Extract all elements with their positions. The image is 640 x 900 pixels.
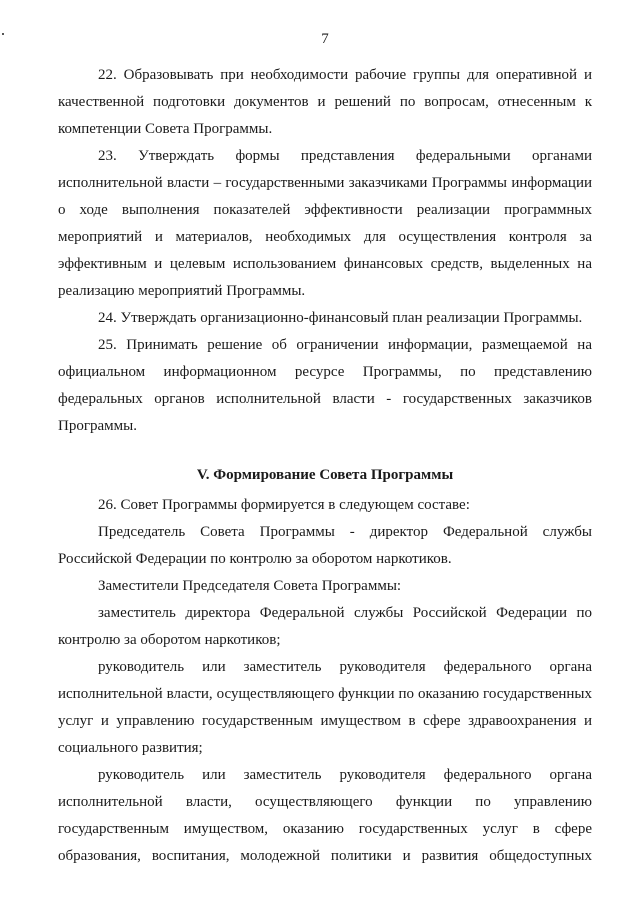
text-line: Программы. bbox=[58, 418, 137, 434]
text-block-before-heading bbox=[58, 62, 592, 440]
text-line: мероприятий и материалов, необходимых для осуществления контроля за bbox=[58, 229, 592, 245]
text-line: контролю за оборотом наркотиков; bbox=[58, 632, 281, 648]
text-line: компетенции Совета Программы. bbox=[58, 121, 273, 137]
text-line: федеральных органов исполнительной власти - государственных заказчиков bbox=[58, 391, 592, 407]
text-line: исполнительной власти, осуществляющего функции по оказанию государственных bbox=[58, 686, 592, 702]
text-line: исполнительной власти, осуществляющего функции по управлению bbox=[58, 794, 592, 810]
text-line: Российской Федерации по контролю за оборотом наркотиков. bbox=[58, 551, 452, 567]
text-line: 25. Принимать решение об ограничении информации, размещаемой на bbox=[98, 337, 592, 353]
text-line: 24. Утверждать организационно-финансовый план реализации Программы. bbox=[98, 310, 583, 326]
section-heading: V. Формирование Совета Программы bbox=[196, 467, 454, 483]
text-line: заместитель директора Федеральной службы Российской Федерации по bbox=[98, 605, 592, 621]
text-line: образования, воспитания, молодежной политики и развития общедоступных bbox=[58, 848, 592, 864]
text-line: Председатель Совета Программы - директор Федеральной службы bbox=[98, 524, 592, 540]
text-line: 23. Утверждать формы представления федеральными органами bbox=[98, 148, 592, 164]
text-line: исполнительной власти – государственными заказчиками Программы информации bbox=[58, 175, 592, 191]
text-block-after-heading bbox=[58, 492, 592, 870]
text-line: услуг и управлению государственным имуществом в сфере здравоохранения и bbox=[58, 713, 592, 729]
text-line: реализацию мероприятий Программы. bbox=[58, 283, 306, 299]
spacer bbox=[58, 440, 592, 462]
text-line: качественной подготовки документов и решений по вопросам, отнесенным к bbox=[58, 94, 592, 110]
text-line: о ходе выполнения показателей эффективности реализации программных bbox=[58, 202, 592, 218]
text-line: руководитель или заместитель руководителя федерального органа bbox=[98, 659, 592, 675]
document-page bbox=[58, 30, 592, 870]
text-line: государственным имуществом, оказанию государственных услуг в сфере bbox=[58, 821, 592, 837]
text-line: 26. Совет Программы формируется в следующем составе: bbox=[98, 497, 470, 513]
text-line: Заместители Председателя Совета Программы: bbox=[98, 578, 402, 594]
text-line: официальном информационном ресурсе Программы, по представлению bbox=[58, 364, 592, 380]
text-line: эффективным и целевым использованием финансовых средств, выделенных на bbox=[58, 256, 592, 272]
text-line: 22. Образовывать при необходимости рабочие группы для оперативной и bbox=[98, 67, 592, 83]
scan-edge-mark bbox=[2, 33, 4, 35]
page-number: 7 bbox=[321, 31, 329, 47]
text-line: руководитель или заместитель руководителя федерального органа bbox=[98, 767, 592, 783]
text-line: социального развития; bbox=[58, 740, 203, 756]
